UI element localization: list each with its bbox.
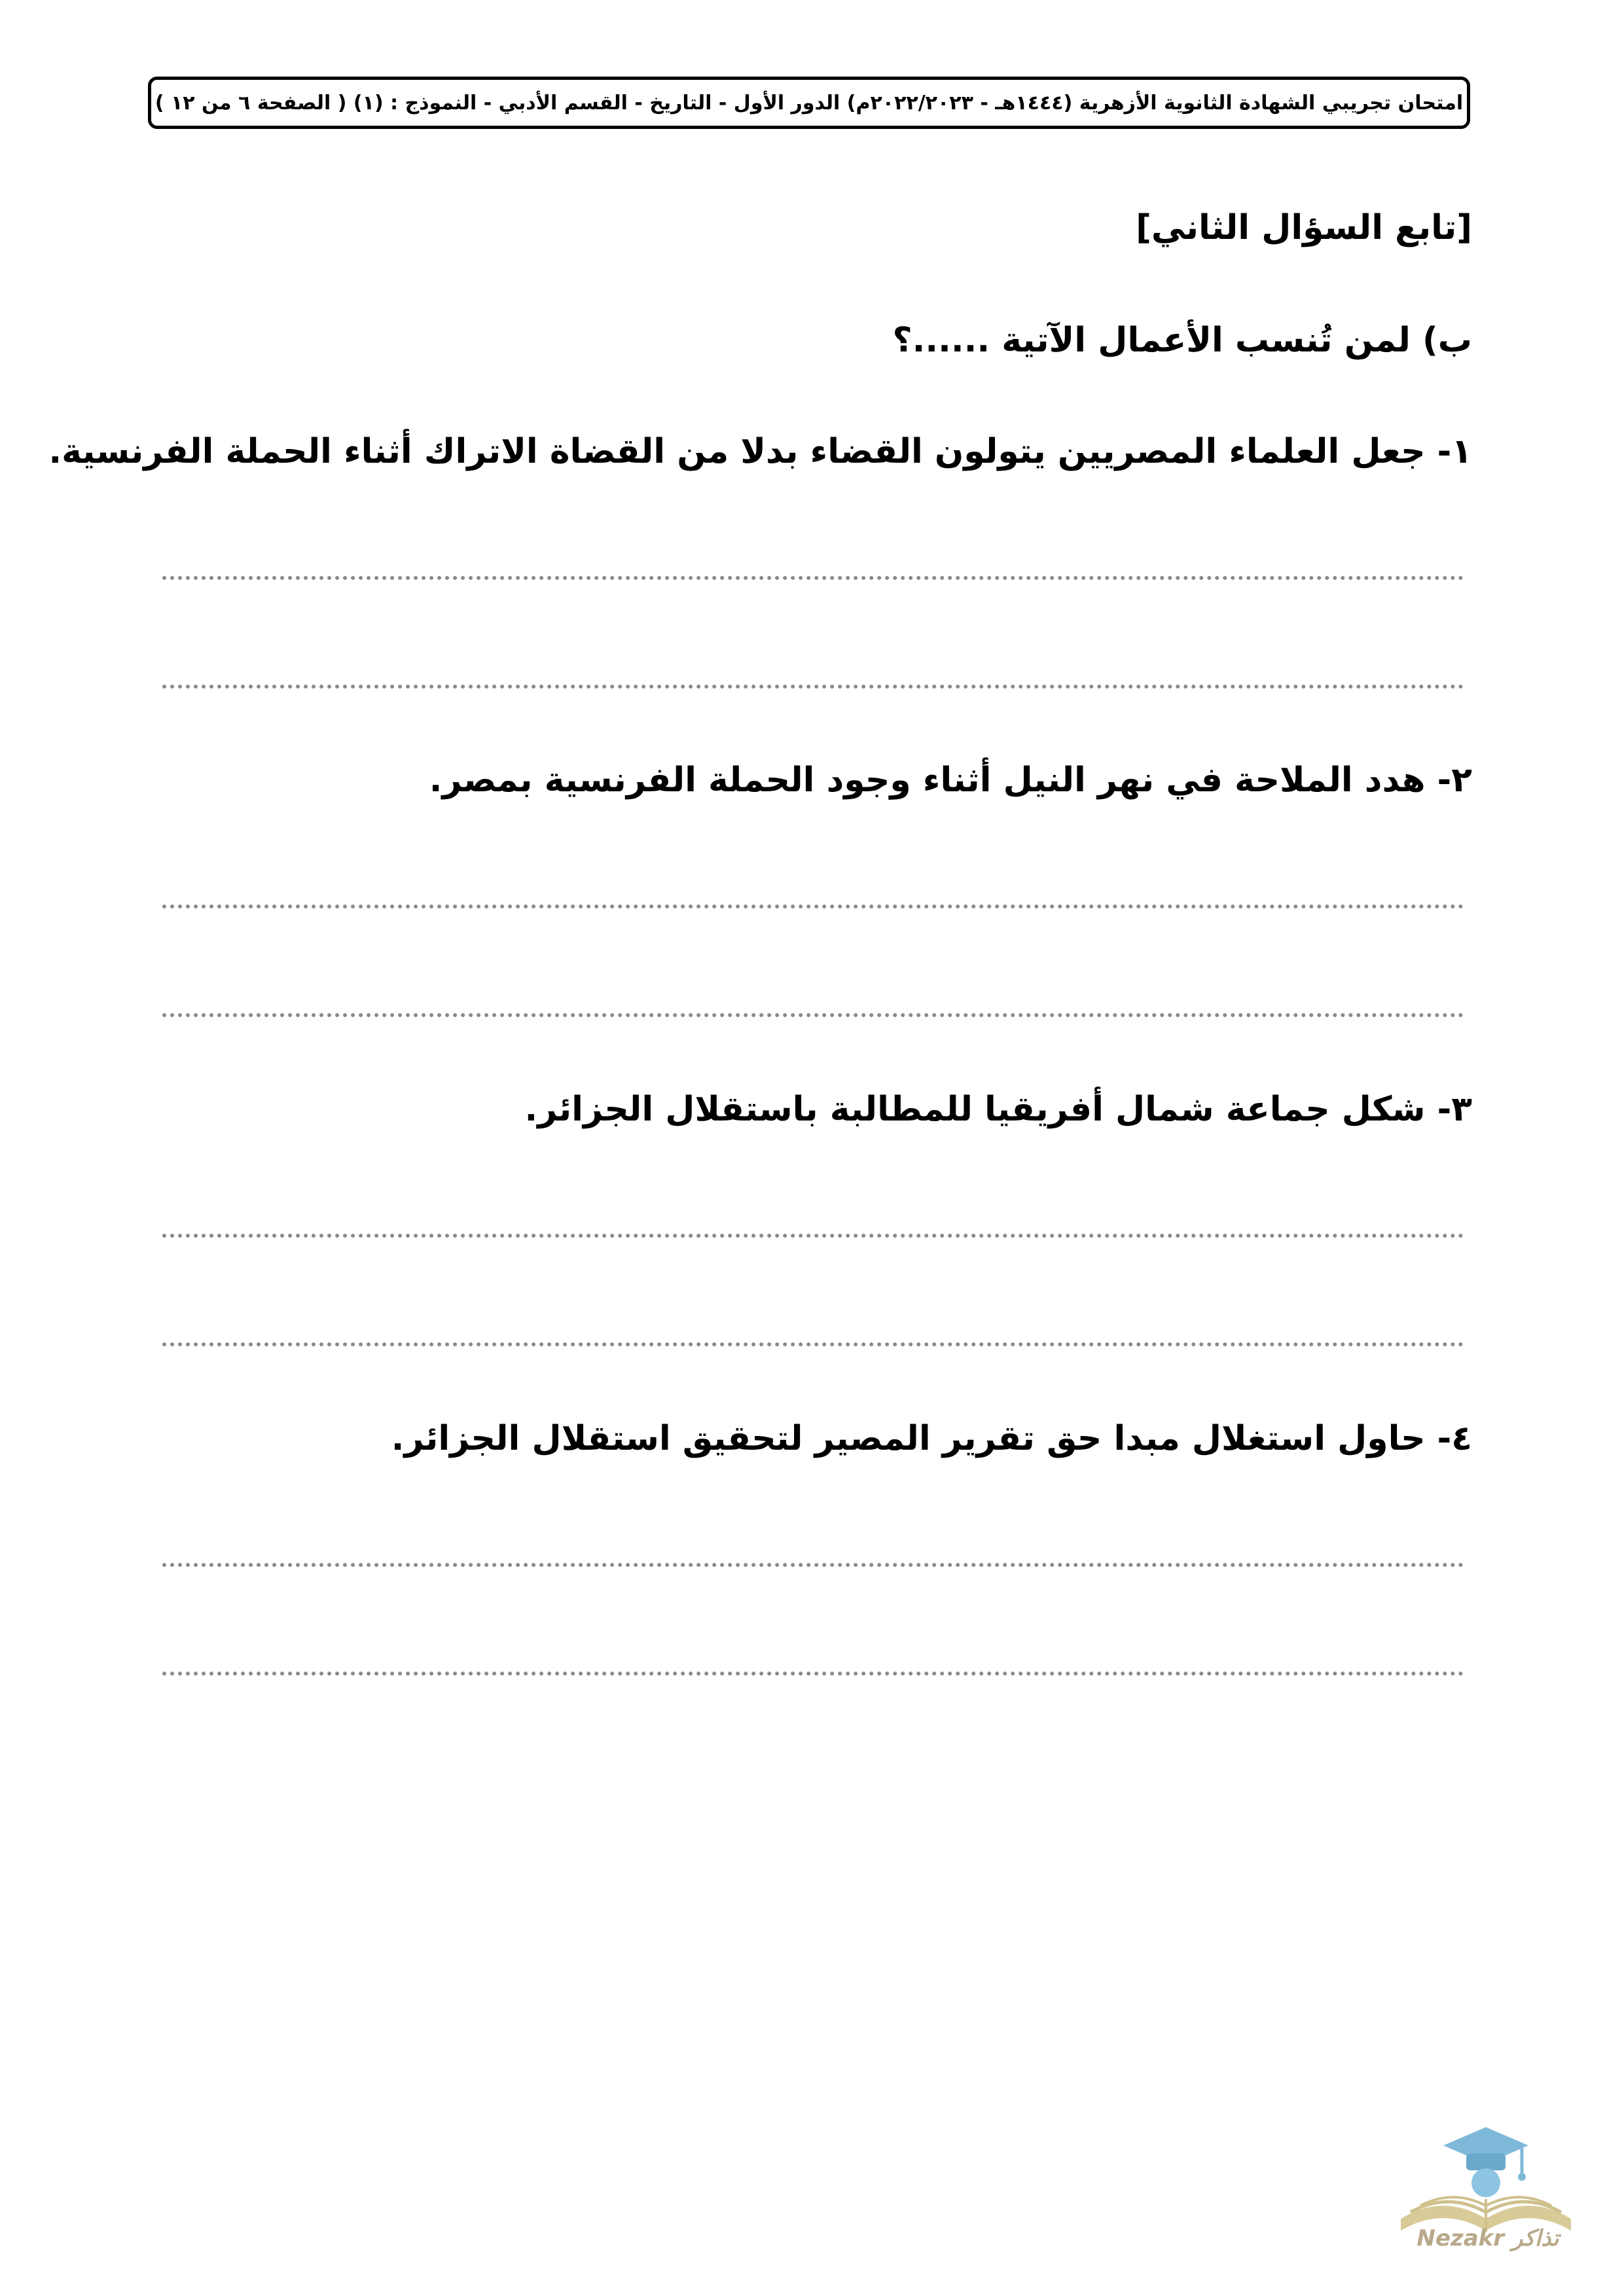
page-header (148, 77, 1470, 129)
answer-line[interactable] (162, 1013, 1464, 1017)
question-3: ٣- شكل جماعة شمال أفريقيا للمطالبة باستقلال الجزائر. (524, 1090, 1472, 1129)
answer-line[interactable] (162, 576, 1464, 580)
question-2: ٢- هدد الملاحة في نهر النيل أثناء وجود الحملة الفرنسية بمصر. (429, 761, 1472, 800)
part-title: ب) لمن تُنسب الأعمال الآتية ......؟ (892, 321, 1472, 360)
section-title: [تابع السؤال الثاني] (1136, 208, 1472, 247)
answer-line[interactable] (162, 685, 1464, 689)
answer-line[interactable] (162, 905, 1464, 908)
answer-line[interactable] (162, 1342, 1464, 1346)
answer-line[interactable] (162, 1234, 1464, 1238)
question-4: ٤- حاول استغلال مبدا حق تقرير المصير لتحقيق استقلال الجزائر. (391, 1419, 1472, 1458)
logo-text: Nezakr تذاكر (1416, 2225, 1559, 2251)
header-text: امتحان تجريبي الشهادة الثانوية الأزهرية (١٤٤٤هـ - ٢٠٢٢/٢٠٢٣م) الدور الأول - التاريخ - القسم الأدبي - النموذج : (١) ( الصفحة ٦ من ١٢ ) (154, 91, 1464, 115)
answer-line[interactable] (162, 1672, 1464, 1676)
question-1: ١- جعل العلماء المصريين يتولون القضاء بدلا من القضاة الاتراك أثناء الحملة الفرنسية. (48, 432, 1472, 471)
answer-line[interactable] (162, 1563, 1464, 1567)
